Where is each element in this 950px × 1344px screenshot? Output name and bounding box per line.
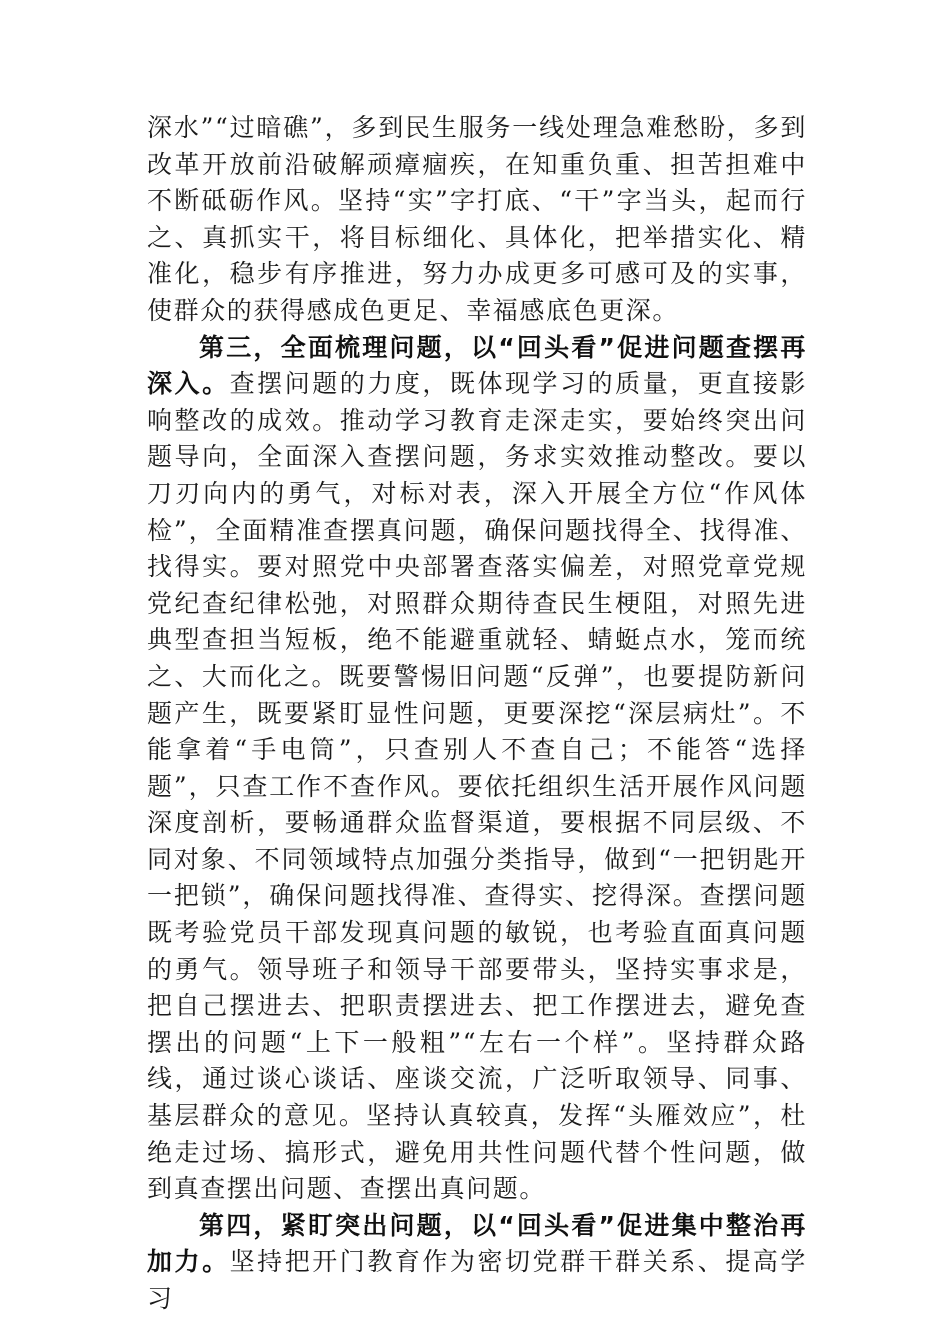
section-four-text: 坚持把开门教育作为密切党群干群关系、提高学习 xyxy=(147,1247,807,1313)
paragraph-section-four xyxy=(147,1208,807,1318)
section-three-text: 查摆问题的力度，既体现学习的质量，更直接影响整改的成效。推动学习教育走深走实，要始终突出问题导向，全面深入查摆问题，务求实效推动整改。要以刀刃向内的勇气，对标对表，深入开展全方位“作风体检”，全面精准查摆真问题，确保问题找得全、找得准、找得实。要对照党中央部署查落实偏差，对照党章党规党纪查纪律松弛，对照群众期待查民生梗阻，对照先进典型查担当短板，绝不能避重就轻、蜻蜓点水，笼而统之、大而化之。既要警惕旧问题“反弹”，也要提防新问题产生，既要紧盯显性问题，更要深挖“深层病灶”。不能拿着“手电筒”，只查别人不查自己；不能答“选择题”，只查工作不查作风。要依托组织生活开展作风问题深度剖析，要畅通群众监督渠道，要根据不同层级、不同对象、不同领域特点加强分类指导，做到“一把钥匙开一把锁”，确保问题找得准、查得实、挖得深。查摆问题既考验党员干部发现真问题的敏锐，也考验直面真问题的勇气。领导班子和领导干部要带头，坚持实事求是，把自己摆进去、把职责摆进去、把工作摆进去，避免查摆出的问题“上下一般粗”“左右一个样”。坚持群众路线，通过谈心谈话、座谈交流，广泛听取领导、同事、基层群众的意见。坚持认真较真，发挥“头雁效应”，杜绝走过场、搞形式，避免用共性问题代替个性问题，做到真查摆出问题、查摆出真问题。 xyxy=(147,369,807,1204)
section-four-heading: 第四，紧盯突出问题，以“回头看”促进集中整治再加力。 xyxy=(147,1210,807,1277)
paragraph-section-three xyxy=(147,330,807,1208)
paragraph-1-text: 深水”“过暗礁”，多到民生服务一线处理急难愁盼，多到改革开放前沿破解顽瘴痼疾，在知重负重、担苦担难中不断砥砺作风。坚持“实”字打底、“干”字当头，起而行之、真抓实干，将目标细化、具体化，把举措实化、精准化，稳步有序推进，努力办成更多可感可及的实事，使群众的获得感成色更足、幸福感底色更深。 xyxy=(147,113,807,325)
section-three-heading: 第三，全面梳理问题，以“回头看”促进问题查摆再深入。 xyxy=(147,332,807,399)
document-body xyxy=(147,110,807,1318)
paragraph-continued xyxy=(147,110,807,330)
